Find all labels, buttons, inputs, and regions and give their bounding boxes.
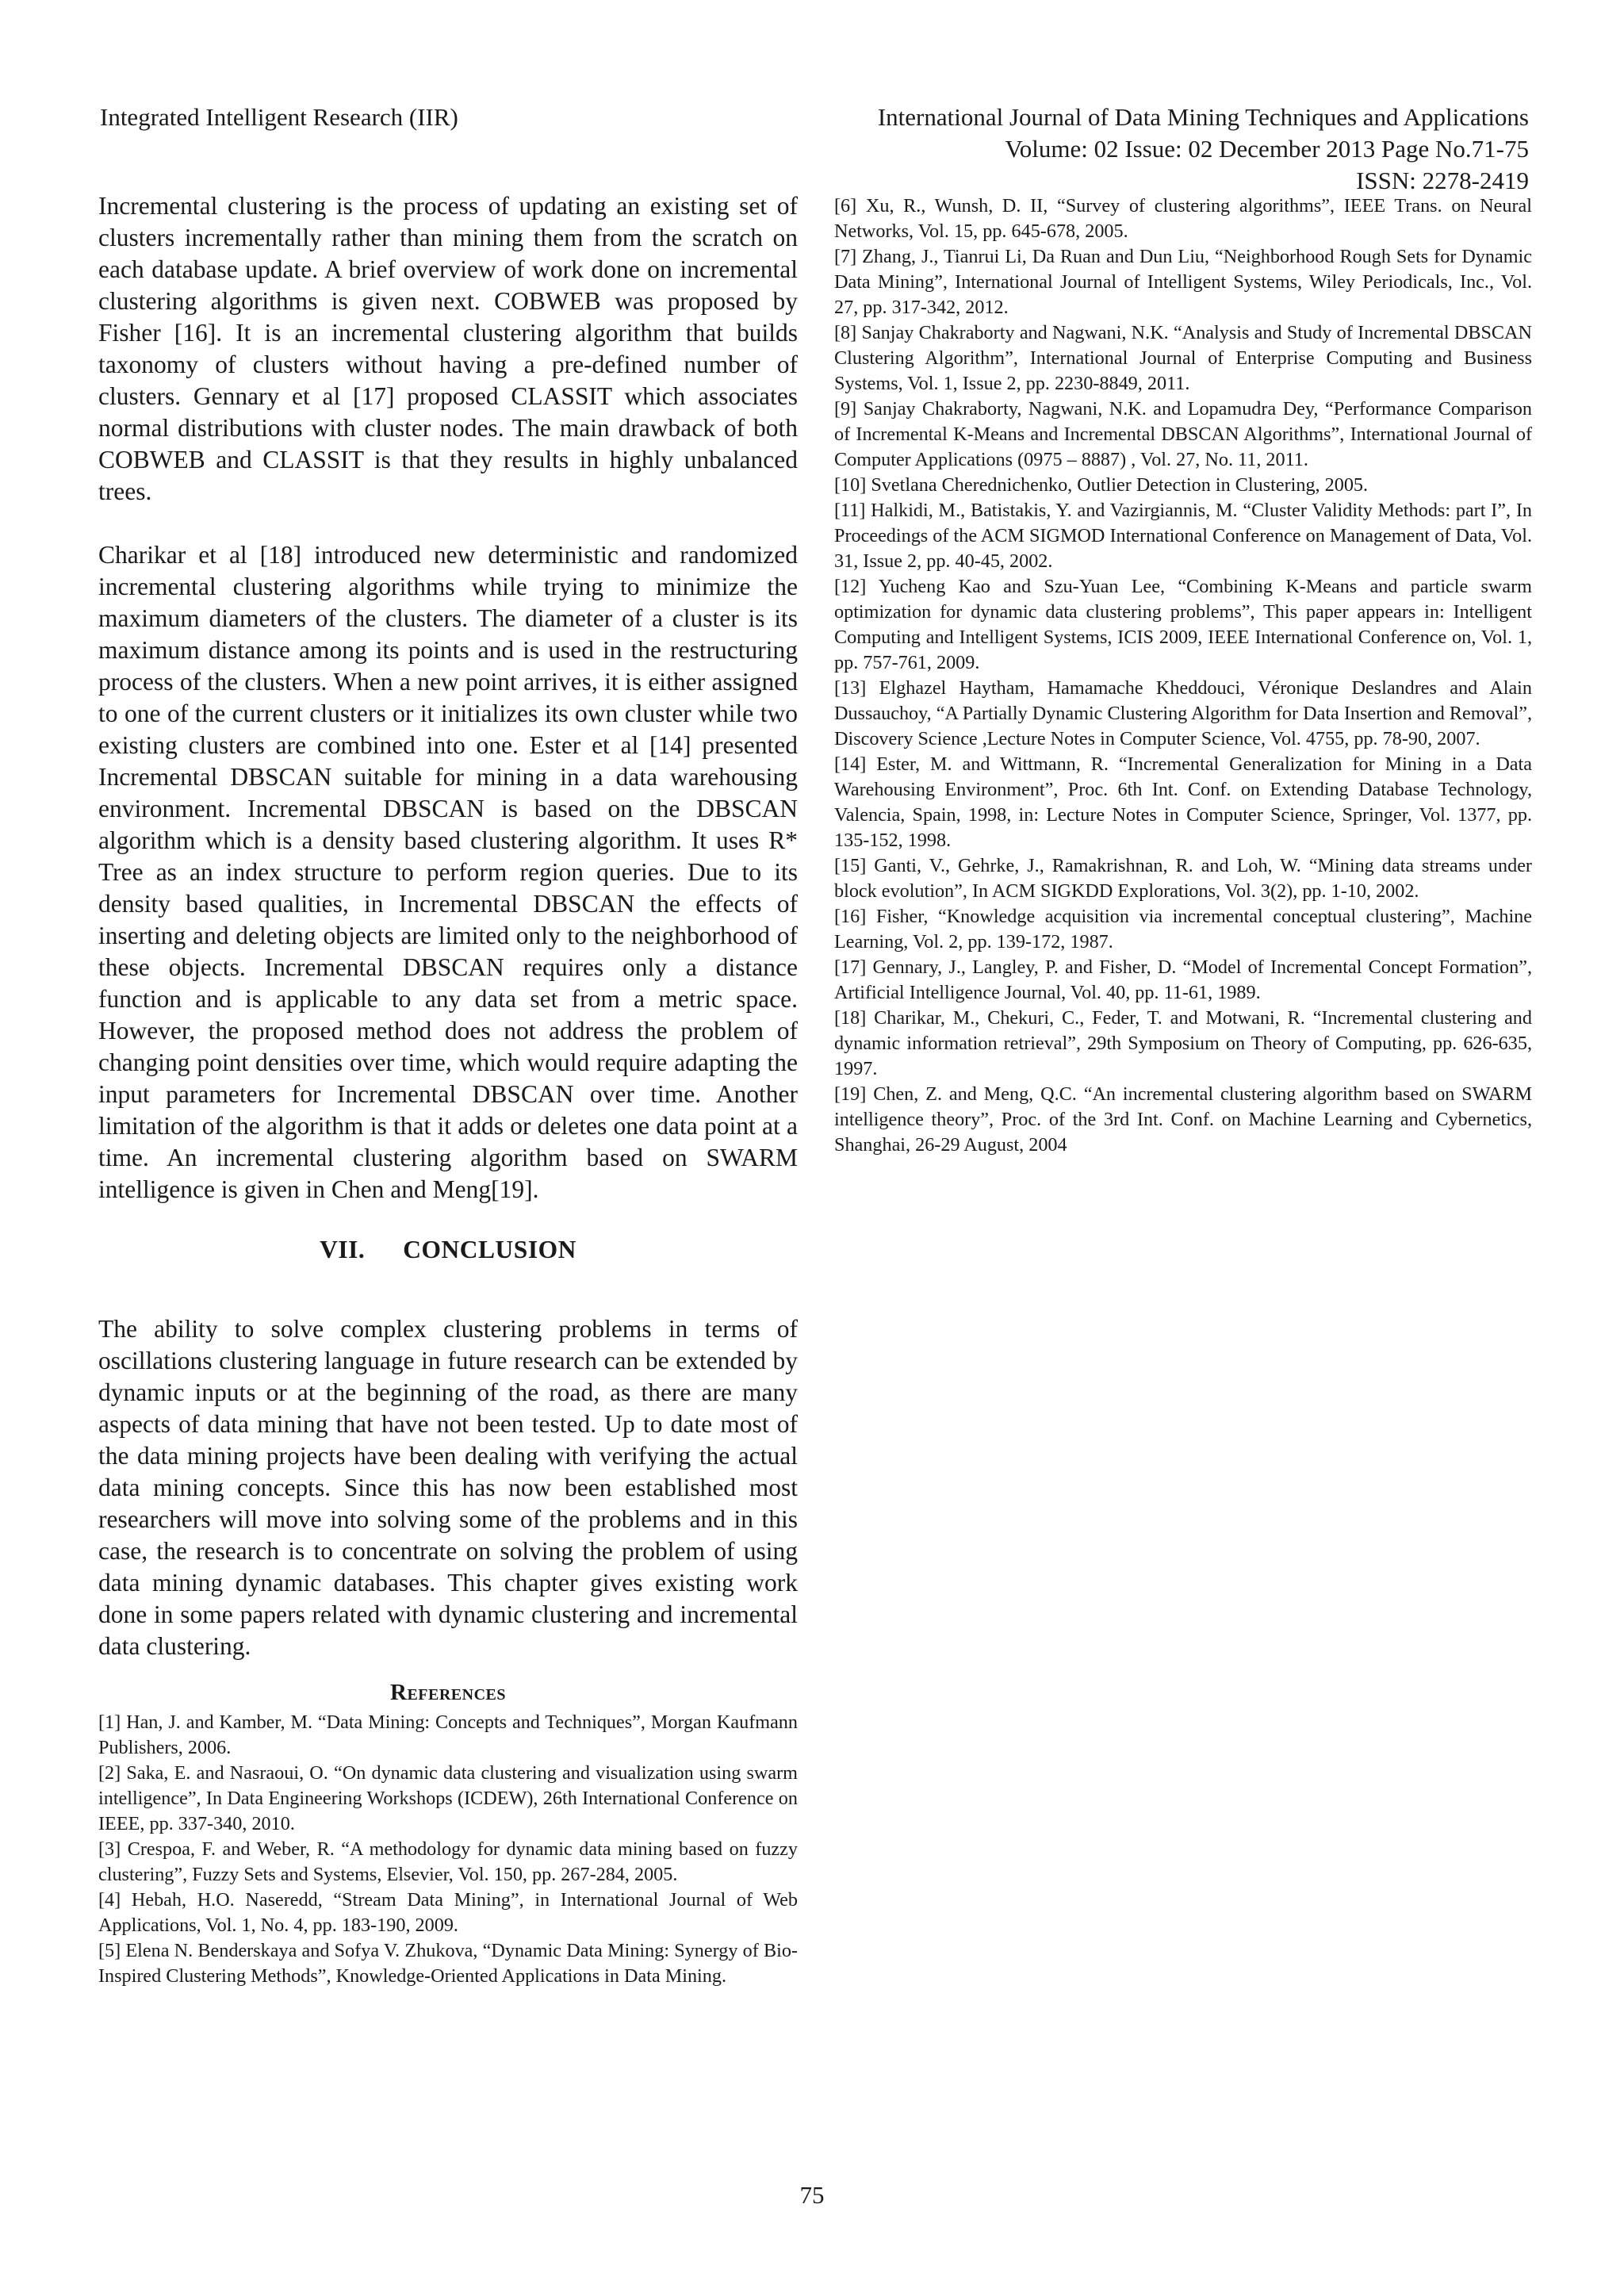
reference-item: [3] Crespoa, F. and Weber, R. “A methodology for dynamic data mining based on fuzzy clustering”, Fuzzy Sets and Systems, Elsevier, Vol. 150, pp. 267-284, 2005. bbox=[98, 1838, 798, 1885]
running-header-right bbox=[878, 102, 1529, 197]
reference-item: [12] Yucheng Kao and Szu-Yuan Lee, “Combining K-Means and particle swarm optimization for dynamic data clustering problems”, This paper appears in: Intelligent Computing and Intelligent Systems, ICIS 2009, IEEE International Conference on, Vol. 1, pp. 757-761, 2009. bbox=[834, 576, 1532, 673]
running-header-left: Integrated Intelligent Research (IIR) bbox=[100, 103, 458, 131]
reference-item: [18] Charikar, M., Chekuri, C., Feder, T. and Motwani, R. “Incremental clustering and dynamic information retrieval”, 29th Symposium on Theory of Computing, pp. 626-635, 1997. bbox=[834, 1007, 1532, 1079]
reference-item: [16] Fisher, “Knowledge acquisition via incremental conceptual clustering”, Machine Learning, Vol. 2, pp. 139-172, 1987. bbox=[834, 906, 1532, 953]
reference-item: [7] Zhang, J., Tianrui Li, Da Ruan and Dun Liu, “Neighborhood Rough Sets for Dynamic Data Mining”, International Journal of Intelligent Systems, Wiley Periodicals, Inc., Vol. 27, pp. 317-342, 2012. bbox=[834, 246, 1532, 318]
references-heading: References bbox=[390, 1680, 506, 1705]
reference-item: [4] Hebah, H.O. Naseredd, “Stream Data Mining”, in International Journal of Web Applications, Vol. 1, No. 4, pp. 183-190, 2009. bbox=[98, 1889, 798, 1936]
reference-item: [6] Xu, R., Wunsh, D. II, “Survey of clustering algorithms”, IEEE Trans. on Neural Networks, Vol. 15, pp. 645-678, 2005. bbox=[834, 195, 1532, 242]
reference-item: [19] Chen, Z. and Meng, Q.C. “An incremental clustering algorithm based on SWARM intelligence theory”, Proc. of the 3rd Int. Conf. on Machine Learning and Cybernetics, Shanghai, 26-29 August, 2004 bbox=[834, 1083, 1532, 1156]
section-title: CONCLUSION bbox=[403, 1236, 576, 1263]
reference-item: [13] Elghazel Haytham, Hamamache Kheddouci, Véronique Deslandres and Alain Dussauchoy, “A Partially Dynamic Clustering Algorithm for Data Insertion and Removal”, Discovery Science ,Lecture Notes in Computer Science, Vol. 4755, pp. 78-90, 2007. bbox=[834, 677, 1532, 749]
reference-item: [10] Svetlana Cherednichenko, Outlier Detection in Clustering, 2005. bbox=[834, 474, 1369, 496]
paragraph-conclusion: The ability to solve complex clustering problems in terms of oscillations clustering language in future research can be extended by dynamic inputs or at the beginning of the road, as there are many aspects of data mining that have not been tested. Up to date most of the data mining projects have been dealing with verifying the actual data mining concepts. Since this has now been established most researchers will move into solving some of the problems and in this case, the research is to concentrate on solving the problem of using data mining dynamic databases. This chapter gives existing work done in some papers related with dynamic clustering and incremental data clustering. bbox=[98, 1315, 798, 1660]
volume-issue-pages: Volume: 02 Issue: 02 December 2013 Page No.71-75 bbox=[1005, 135, 1529, 163]
reference-list-left bbox=[98, 1710, 798, 1989]
reference-item: [9] Sanjay Chakraborty, Nagwani, N.K. and Lopamudra Dey, “Performance Comparison of Incremental K-Means and Incremental DBSCAN Algorithms”, International Journal of Computer Applications (0975 – 8887) , Vol. 27, No. 11, 2011. bbox=[834, 398, 1532, 470]
reference-item: [15] Ganti, V., Gehrke, J., Ramakrishnan, R. and Loh, W. “Mining data streams under block evolution”, In ACM SIGKDD Explorations, Vol. 3(2), pp. 1-10, 2002. bbox=[834, 855, 1532, 902]
journal-title: International Journal of Data Mining Techniques and Applications bbox=[877, 103, 1529, 131]
reference-item: [5] Elena N. Benderskaya and Sofya V. Zhukova, “Dynamic Data Mining: Synergy of Bio-Inspired Clustering Methods”, Knowledge-Oriented Applications in Data Mining. bbox=[98, 1940, 798, 1987]
reference-item: [8] Sanjay Chakraborty and Nagwani, N.K. “Analysis and Study of Incremental DBSCAN Clustering Algorithm”, International Journal of Enterprise Computing and Business Systems, Vol. 1, Issue 2, pp. 2230-8849, 2011. bbox=[834, 322, 1532, 394]
reference-item: [1] Han, J. and Kamber, M. “Data Mining: Concepts and Techniques”, Morgan Kaufmann Publishers, 2006. bbox=[98, 1711, 798, 1758]
reference-item: [11] Halkidi, M., Batistakis, Y. and Vazirgiannis, M. “Cluster Validity Methods: part I”, In Proceedings of the ACM SIGMOD International Conference on Management of Data, Vol. 31, Issue 2, pp. 40-45, 2002. bbox=[834, 500, 1532, 572]
reference-item: [14] Ester, M. and Wittmann, R. “Incremental Generalization for Mining in a Data Warehousing Environment”, Proc. 6th Int. Conf. on Extending Database Technology, Valencia, Spain, 1998, in: Lecture Notes in Computer Science, Springer, Vol. 1377, pp. 135-152, 1998. bbox=[834, 753, 1532, 851]
paragraph-incremental-clustering: Incremental clustering is the process of updating an existing set of clusters incrementally rather than mining them from the scratch on each database update. A brief overview of work done on incremental clustering algorithms is given next. COBWEB was proposed by Fisher [16]. It is an incremental clustering algorithm that builds taxonomy of clusters without having a pre-defined number of clusters. Gennary et al [17] proposed CLASSIT which associates normal distributions with cluster nodes. The main drawback of both COBWEB and CLASSIT is that they results in highly unbalanced trees. bbox=[98, 192, 798, 505]
reference-list-right bbox=[834, 194, 1532, 1158]
section-heading-conclusion bbox=[98, 1234, 798, 1266]
page-number: 75 bbox=[799, 2181, 825, 2209]
reference-item: [2] Saka, E. and Nasraoui, O. “On dynamic data clustering and visualization using swarm intelligence”, In Data Engineering Workshops (ICDEW), 26th International Conference on IEEE, pp. 337-340, 2010. bbox=[98, 1762, 798, 1834]
issn: ISSN: 2278-2419 bbox=[1356, 167, 1529, 194]
reference-item: [17] Gennary, J., Langley, P. and Fisher, D. “Model of Incremental Concept Formation”, Artificial Intelligence Journal, Vol. 40, pp. 11-61, 1989. bbox=[834, 956, 1532, 1003]
section-number: VII. bbox=[320, 1236, 366, 1263]
left-column bbox=[98, 190, 798, 1989]
paragraph-charikar: Charikar et al [18] introduced new deterministic and randomized incremental clustering algorithms while trying to minimize the maximum diameters of the clusters. The diameter of a cluster is its maximum distance among its points and is used in the restructuring process of the clusters. When a new point arrives, it is either assigned to one of the current clusters or it initializes its own cluster while two existing clusters are combined into one. Ester et al [14] presented Incremental DBSCAN suitable for mining in a data warehousing environment. Incremental DBSCAN is based on the DBSCAN algorithm which is a density based clustering algorithm. It uses R* Tree as an index structure to perform region queries. Due to its density based qualities, in Incremental DBSCAN the effects of inserting and deleting objects are limited only to the neighborhood of these objects. Incremental DBSCAN requires only a distance function and is applicable to any data set from a metric space. However, the proposed method does not address the problem of changing point densities over time, which would require adapting the input parameters for Incremental DBSCAN over time. Another limitation of the algorithm is that it adds or deletes one data point at a time. An incremental clustering algorithm based on SWARM intelligence is given in Chen and Meng[19]. bbox=[98, 541, 798, 1203]
